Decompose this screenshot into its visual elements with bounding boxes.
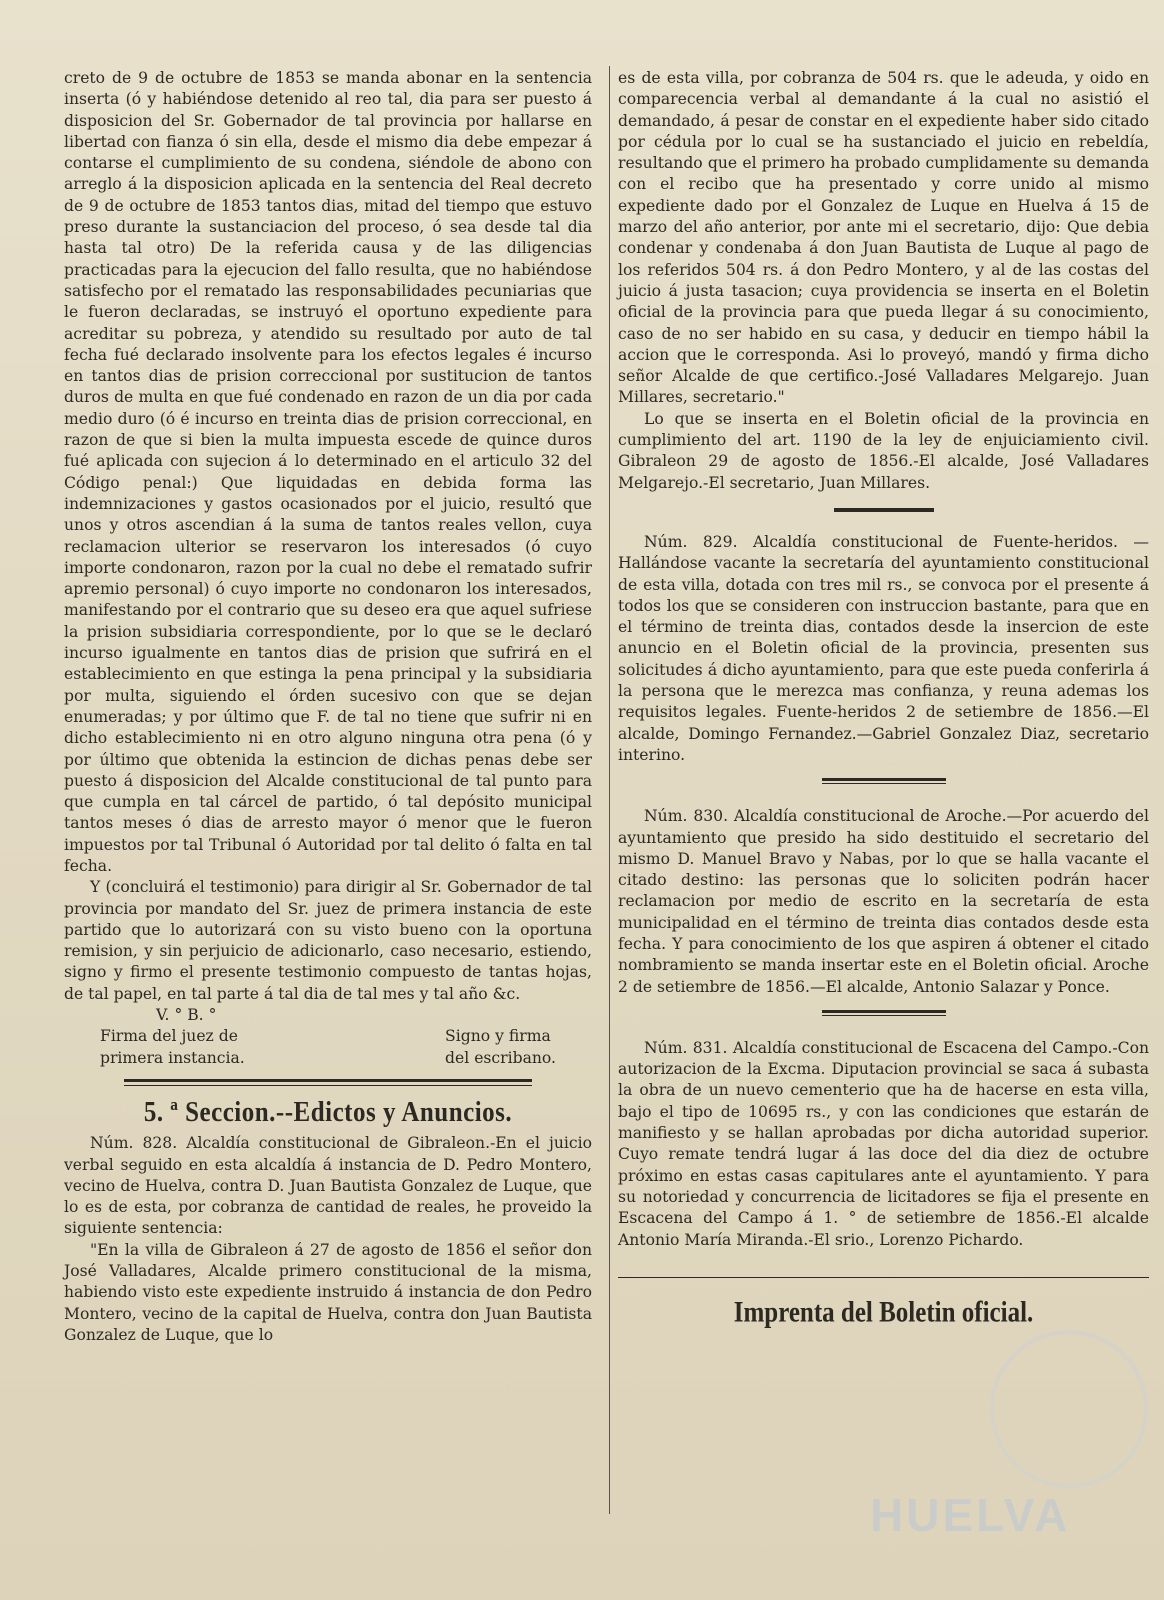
signature-notary bbox=[445, 1026, 556, 1069]
library-stamp-seal bbox=[990, 1330, 1148, 1488]
signature-notary-line1: Signo y firma bbox=[445, 1027, 551, 1046]
signature-notary-line2: del escribano. bbox=[445, 1048, 556, 1067]
testimony-closing: Y (concluirá el testimonio) para dirigir al Sr. Gobernador de tal provincia por mandato del Sr. juez de primera instancia de este partido que lo autorizará con su visto bueno con la oportuna remision, y sin perjuicio de adicionarlo, caso necesario, estiendo, signo y firmo el presente testimonio compuesto de tantas hojas, de tal papel, en tal parte á tal dia de tal mes y tal año &c. bbox=[64, 878, 592, 1003]
notice-828-continued: es de esta villa, por cobranza de 504 rs. que le adeuda, y oido en comparecencia verbal al demandante á la cual no asistió el demandado, á pesar de constar en el expediente haber sido citado por cédula por lo cual se ha sustanciado el juicio en rebeldía, resultando que el primero ha probado cumplidamente su demanda con el recibo que ha presentado y corre unido al mismo expediente dado por el Gonzalez de Luque en Huelva á 15 de marzo del año anterior, por ante mi el secretario, dijo: Que debia condenar y condenaba á don Juan Bautista de Luque al pago de los referidos 504 rs. á don Pedro Montero, y al de las costas del juicio á justa tasacion; cuya providencia se inserta en el Boletin oficial de la provincia para que pueda llegar á su conocimiento, caso de no ser habido en su casa, y deducir en tiempo hábil la accion que le corresponda. Asi lo proveyó, mandó y firma dicho señor Alcalde de que certifico.-José Valladares Melgarejo. Juan Millares, secretario." bbox=[618, 69, 1149, 407]
section-divider bbox=[124, 1079, 532, 1086]
signature-block bbox=[64, 1026, 592, 1069]
notice-828-closing: Lo que se inserta en el Boletin oficial de la provincia en cumplimiento del art. 1190 de la ley de enjuiciamiento civil. Gibraleon 29 de agosto de 1856.-El alcalde, José Valladares Melgarejo.-El secretario, Juan Millares. bbox=[618, 409, 1149, 492]
imprint-title: Imprenta del Boletin oficial. bbox=[733, 1296, 1034, 1329]
notice-830: Núm. 830. Alcaldía constitucional de Aroche.—Por acuerdo del ayuntamiento que presido ha sido destituido el secretario del mismo D. Manuel Bravo y Nabas, por lo que se halla vacante el citado destino: las personas que lo soliciten podrán hacer reclamacion por medio de escrito en la secretaría de esta municipalidad en el término de treinta dias contados desde esta fecha. Y para conocimiento de los que aspiren á obtener el citado nombramiento se manda insertar este en el Boletin oficial. Aroche 2 de setiembre de 1856.—El alcalde, Antonio Salazar y Ponce. bbox=[618, 807, 1149, 996]
notice-828-sentence: "En la villa de Gibraleon á 27 de agosto de 1856 el señor don José Valladares, Alcalde primero constitucional de la misma, habiendo visto este expediente instruido á instancia de don Pedro Montero, vecino de la capital de Huelva, contra don Juan Bautista Gonzalez de Luque, que lo bbox=[64, 1240, 592, 1344]
decree-text: creto de 9 de octubre de 1853 se manda abonar en la sentencia inserta (ó y habiéndose detenido al reo tal, dia para ser puesto á disposicion del Sr. Gobernador de tal provincia por hallarse en libertad con fianza ó sin ella, desde el mismo dia debe empezar á contarse el cumplimiento de su condena, siéndole de abono con arreglo á la disposicion aplicada en la sentencia del Real decreto de 9 de octubre de 1853 tantos dias, mitad del tiempo que estuvo preso durante la sustanciacion del proceso, ó sea desde tal dia hasta tal otro) De la referida causa y de las diligencias practicadas para la ejecucion del fallo resulta, que no habiéndose satisfecho por el rematado las responsabilidades pecuniarias que le fueron declaradas, se instruyó el oportuno expediente para acreditar su pobreza, y atendido su resultado por auto de tal fecha fué declarado insolvente para los efectos legales é incurso en tantos dias de prision correccional por sustitucion de tantos duros de multa en que fué condenado en razon de un dia por cada medio duro (ó é incurso en treinta dias de prision correccional, en razon de que si bien la multa impuesta escede de quince duros fué aplicada con sujecion á lo determinado en el articulo 32 del Código penal:) Que liquidadas en debida forma las indemnizaciones y gastos ocasionados por el juicio, resultó que unos y otros ascendian á la suma de tantos reales vellon, cuya reclamacion ulterior se reservaron los interesados (ó cuyo importe condonaron, razon por la cual no debe el rematado sufrir apremio personal) ó cuyo importe no condonaron los interesados, manifestando por el contrario que su deseo era que aquel sufriese la prision subsidiaria correspondiente, por lo que se le declaró incurso igualmente en tantos dias de prision que sufrirá en el establecimiento en que estinga la pena principal y la subsidiaria por multa, siguiendo el órden sucesivo con que se dejan enumeradas; y por último que F. de tal no tiene que sufrir ni en dicho establecimiento ni en otro alguno ninguna otra pena (ó y por último que obtenida la estincion de dichas penas debe ser puesto á disposicion del Alcalde constitucional de tal punto para que cumpla en tal cárcel de partido, ó tal depósito municipal tantos meses ó dias de arresto mayor ó menor que le fueron impuestos por tal Tribunal ó Autoridad por tal delito ó falta en tal fecha. bbox=[64, 69, 592, 875]
section-title: 5. ª Seccion.--Edictos y Anuncios. bbox=[143, 1096, 513, 1128]
visto-bueno: V. ° B. ° bbox=[156, 1006, 217, 1025]
notice-divider bbox=[834, 508, 934, 512]
signature-judge bbox=[100, 1026, 245, 1069]
notice-829: Núm. 829. Alcaldía constitucional de Fuente-heridos. —Hallándose vacante la secretaría del ayuntamiento constitucional de esta villa, dotada con tres mil rs., se convoca por el presente á todos los que se consideren con instruccion bastante, para que en el término de treinta dias, contados desde la insercion de este anuncio en el Boletin oficial de la provincia, presenten sus solicitudes á dicho ayuntamiento, para que este pueda conferirla á la persona que le merezca mas confianza, y reuna ademas los requisitos legales. Fuente-heridos 2 de setiembre de 1856.—El alcalde, Domingo Fernandez.—Gabriel Gonzalez Diaz, secretario interino. bbox=[618, 532, 1149, 764]
left-column bbox=[64, 68, 592, 1346]
signature-judge-line1: Firma del juez de bbox=[100, 1027, 238, 1046]
notice-divider bbox=[822, 1010, 946, 1016]
library-stamp-text: HUELVA bbox=[870, 1489, 1071, 1541]
footer-rule bbox=[618, 1277, 1149, 1278]
signature-judge-line2: primera instancia. bbox=[100, 1048, 245, 1067]
notice-828: Núm. 828. Alcaldía constitucional de Gibraleon.-En el juicio verbal seguido en esta alcaldía á instancia de D. Pedro Montero, vecino de Huelva, contra D. Juan Bautista Gonzalez de Luque, que lo es de esta, por cobranza de cantidad de reales, he proveido la siguiente sentencia: bbox=[64, 1134, 592, 1238]
right-column bbox=[618, 68, 1149, 1329]
notice-divider bbox=[822, 778, 946, 784]
notice-831: Núm. 831. Alcaldía constitucional de Escacena del Campo.-Con autorizacion de la Excma. Diputacion provincial se saca á subasta la obra de un nuevo cementerio que ha de hacerse en esta villa, bajo el tipo de 10695 rs., y con las condiciones que estarán de manifiesto y se hallan aprobadas por dicha autoridad superior. Cuyo remate tendrá lugar á las doce del dia diez de octubre próximo en estas casas capitulares ante el ayuntamiento. Y para su notoriedad y concurrencia de licitadores se fija el presente en Escacena del Campo á 1. ° de setiembre de 1856.-El alcalde Antonio María Miranda.-El srio., Lorenzo Pichardo. bbox=[618, 1038, 1149, 1249]
column-divider bbox=[609, 66, 610, 1514]
